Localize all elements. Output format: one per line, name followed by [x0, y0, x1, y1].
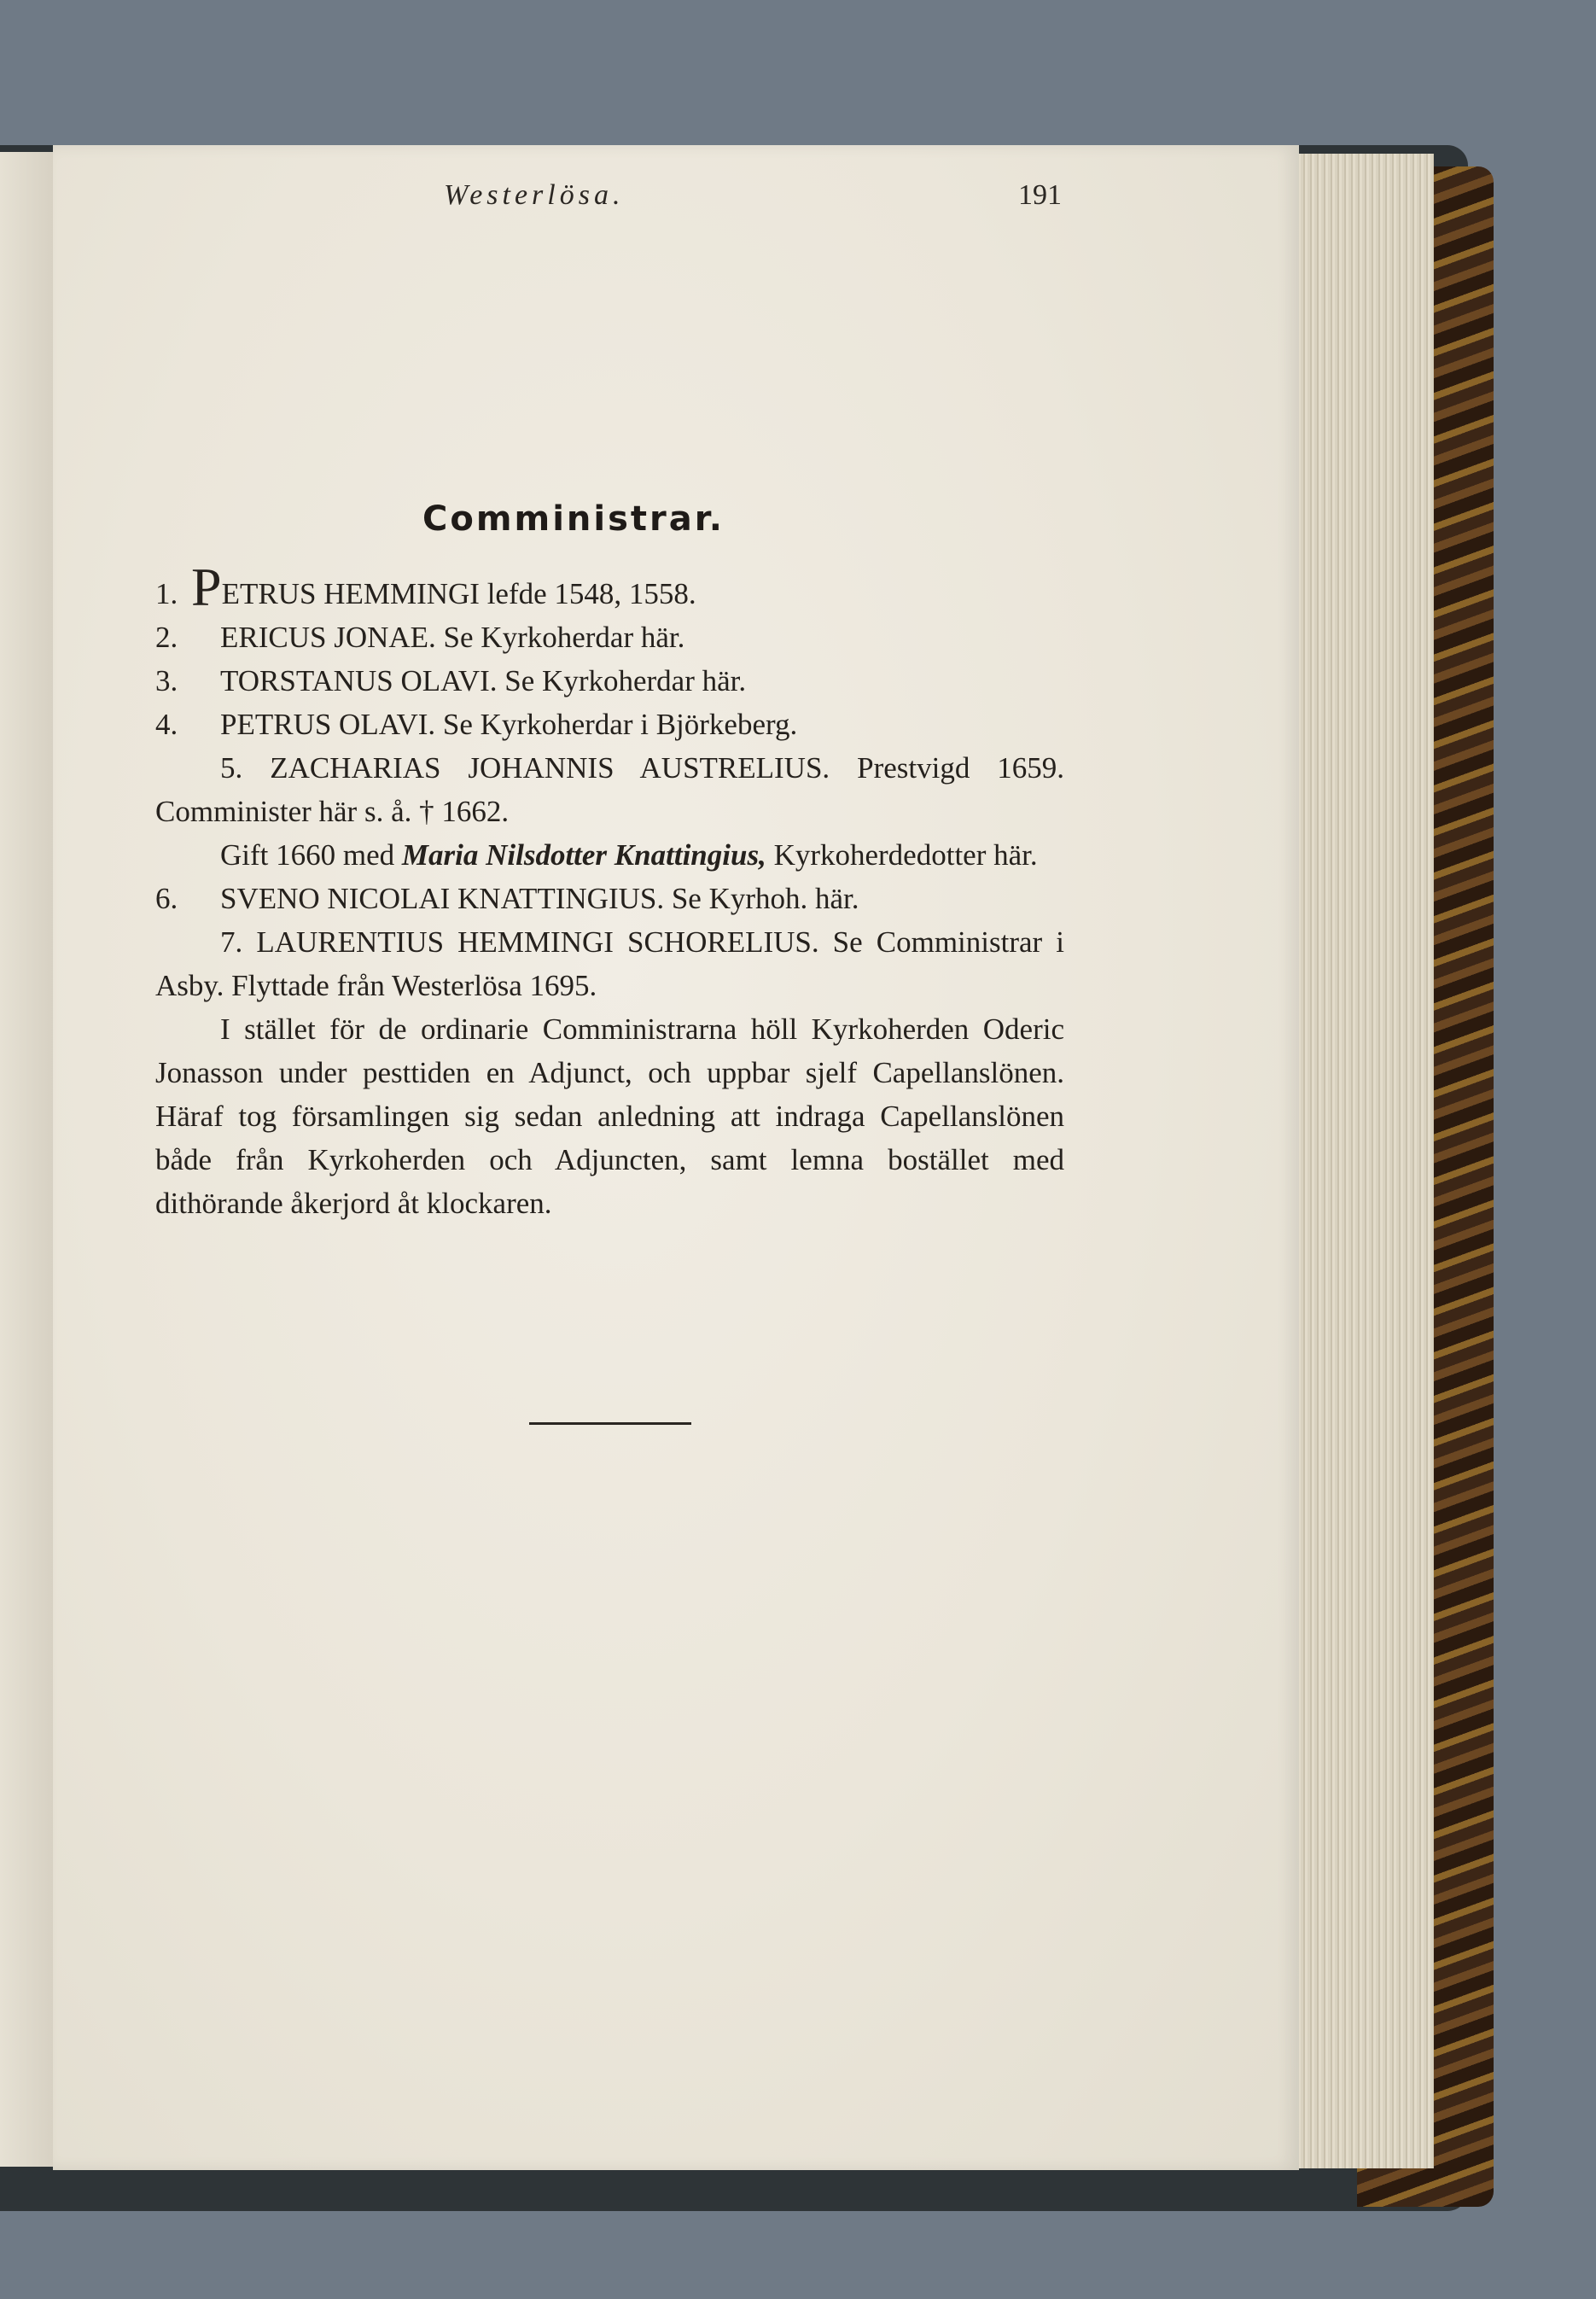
section-title: Comministrar. — [422, 499, 725, 539]
person-name-italic: Maria Nilsdotter Knattingius, — [401, 838, 766, 872]
entry-4 — [155, 703, 1064, 746]
entry-text: SVENO NICOLAI KNATTINGIUS. Se Kyrhoh. här. — [220, 882, 859, 915]
drop-cap: P — [191, 557, 222, 617]
entry-text: Gift 1660 med — [220, 838, 402, 872]
entry-number: 3. — [155, 664, 178, 697]
paragraph: I stället för de ordinarie Comministrarna höll Kyrkoherden Oderic Jonasson under pesttiden en Adjunct, och uppbar sjelf Capellanslönen. Häraf tog församlingen sig sedan anledning att indraga Capellanslönen både från Kyrkoherden och Adjuncten, samt lemna bostället med dithörande åkerjord åt klockaren. — [155, 1012, 1064, 1220]
entry-2 — [155, 616, 1064, 659]
entry-7 — [155, 920, 1064, 1007]
entry-number: 4. — [155, 708, 178, 741]
entry-text: ZACHARIAS JOHANNIS AUSTRELIUS. Prestvigd 1659. Comminister här s. å. † 1662. — [155, 751, 1065, 828]
section-divider — [529, 1422, 691, 1425]
running-head — [444, 179, 1062, 230]
entry-number: 1. — [155, 577, 178, 610]
left-page-edge — [0, 152, 55, 2167]
entry-1 — [155, 557, 1064, 617]
entry-number: 2. — [155, 621, 178, 654]
page-edges — [1280, 154, 1434, 2168]
entry-text: LAURENTIUS HEMMINGI SCHORELIUS. Se Comministrar i Asby. Flyttade från Westerlösa 1695. — [155, 925, 1065, 1002]
entry-6 — [155, 877, 1064, 920]
entry-number: 7. — [220, 925, 243, 959]
entry-5-continuation — [155, 833, 1064, 877]
entry-number: 6. — [155, 882, 178, 915]
page-number: 191 — [1018, 179, 1062, 211]
entry-text: Kyrkoherdedotter här. — [766, 838, 1038, 872]
entry-text: TORSTANUS OLAVI. Se Kyrkoherdar här. — [220, 664, 747, 697]
entry-3 — [155, 659, 1064, 703]
page-body — [155, 557, 1065, 1225]
entry-text: PETRUS OLAVI. Se Kyrkoherdar i Björkeberg. — [220, 708, 798, 741]
running-head-title: Westerlösa. — [444, 179, 625, 211]
entry-5 — [155, 746, 1064, 833]
entry-text: ETRUS HEMMINGI lefde 1548, 1558. — [221, 577, 696, 610]
entry-text: ERICUS JONAE. Se Kyrkoherdar här. — [220, 621, 685, 654]
entry-number: 5. — [220, 751, 243, 785]
